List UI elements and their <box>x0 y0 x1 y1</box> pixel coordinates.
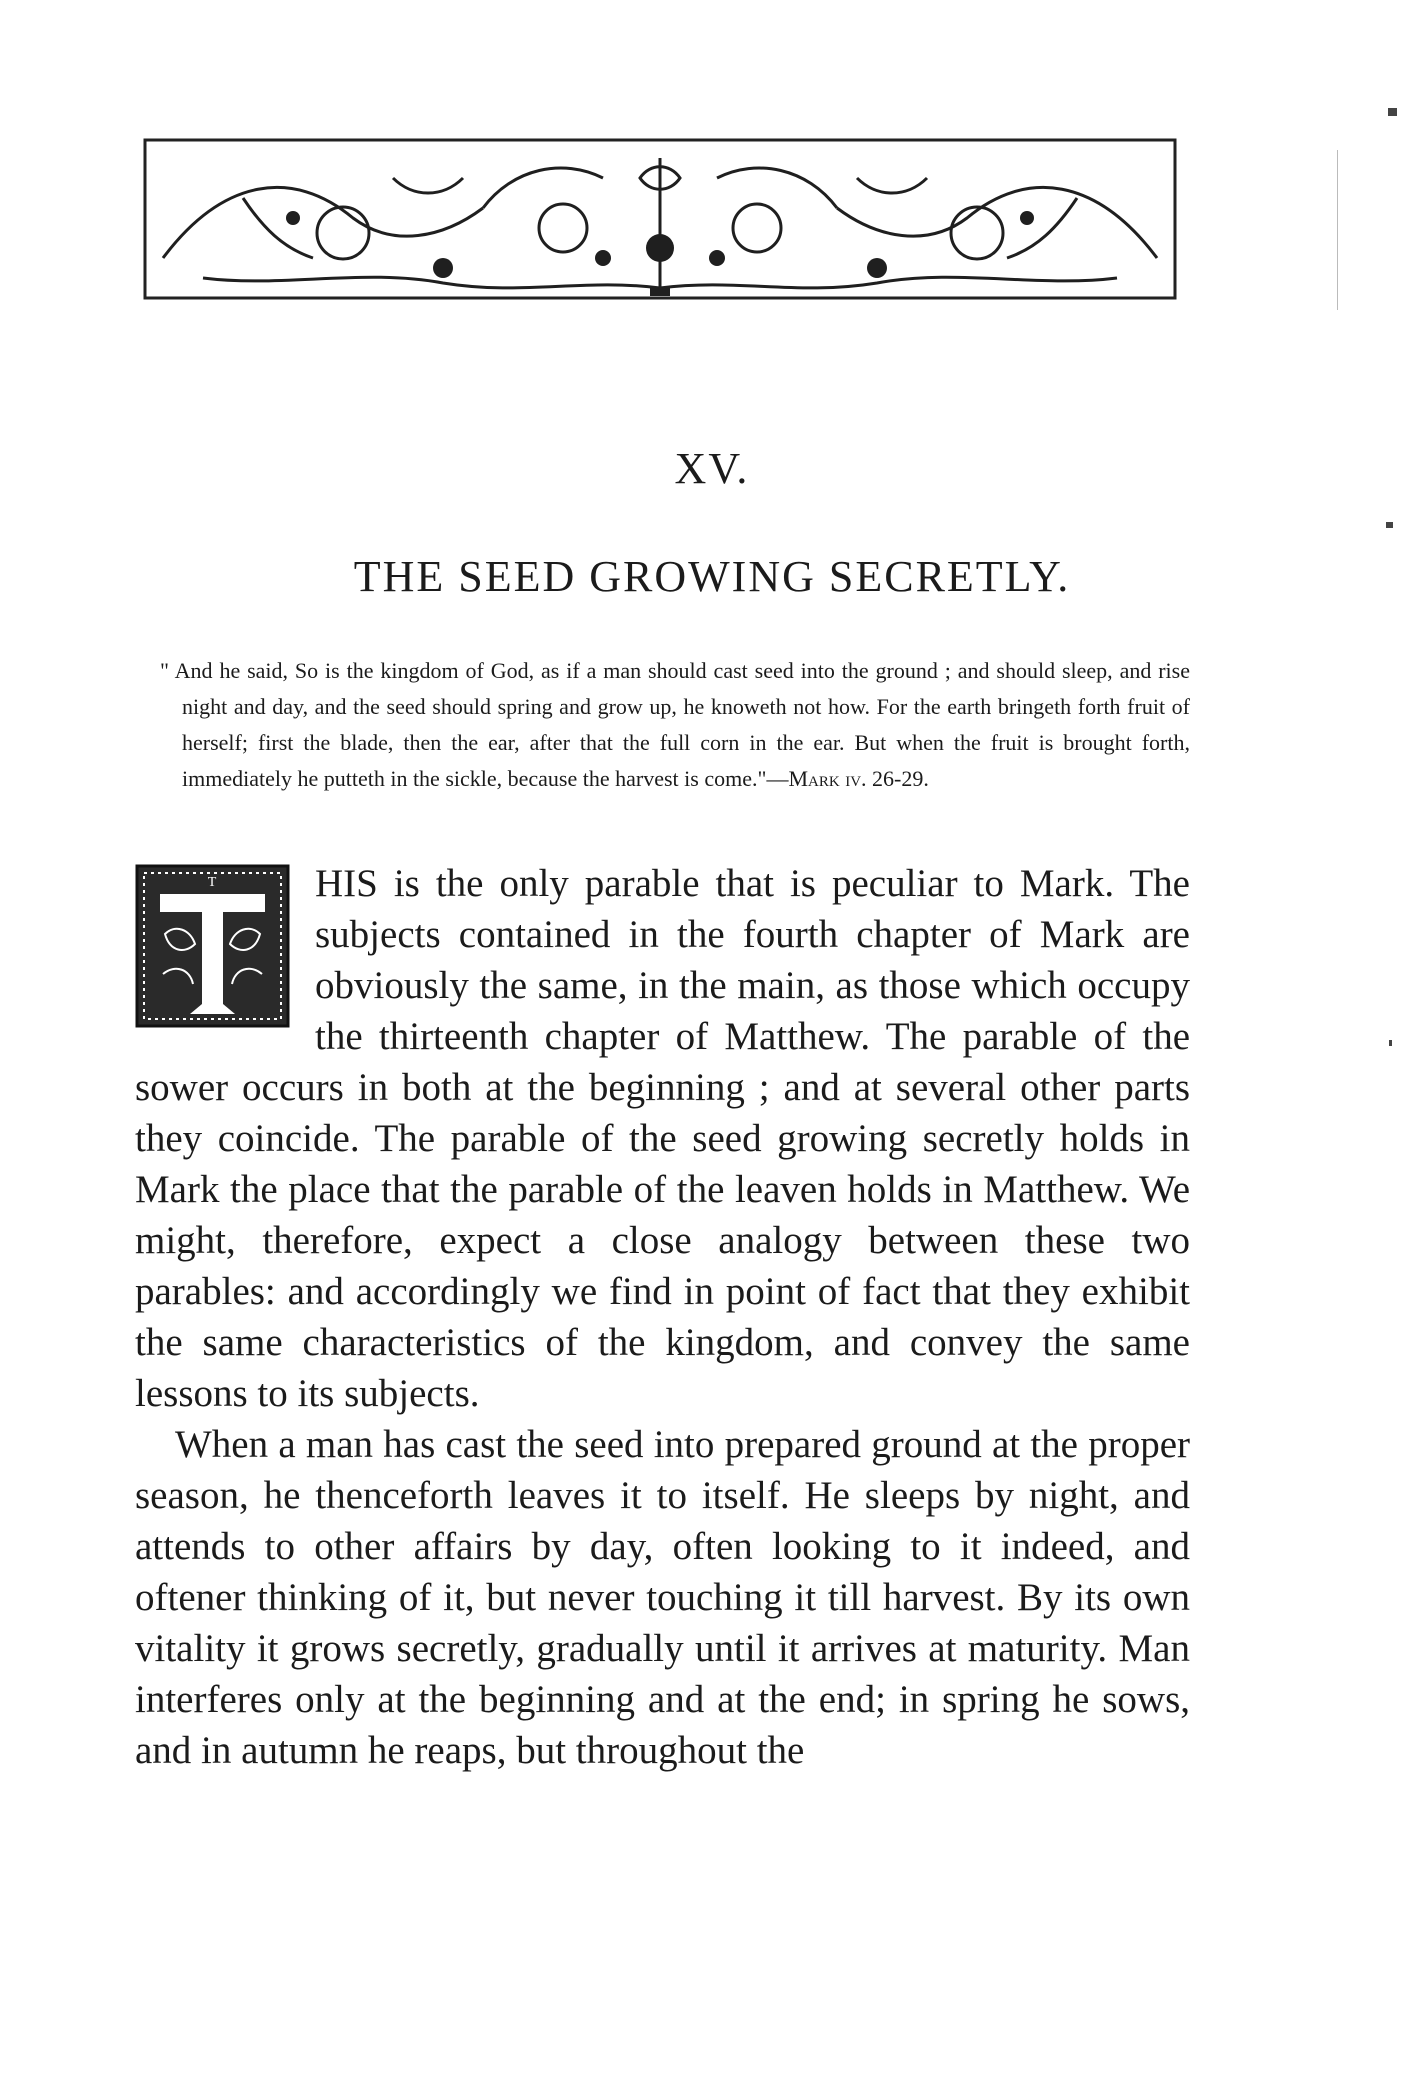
drop-cap-ornament <box>135 864 290 1028</box>
epigraph <box>160 653 1190 797</box>
paragraph-one <box>135 858 1190 1419</box>
drop-cap-letter: T <box>207 875 217 890</box>
epigraph-text: " And he said, So is the kingdom of God, as if a man should cast seed into the ground ; and should sleep, and rise night and day, and the seed should spring and grow up, he knoweth not how. For the earth bringeth forth fruit of herself; first the blade, then the ear, after that the full corn in the ear. But when the fruit is brought forth, immediately he putteth in the sickle, because the harvest is come."— <box>160 658 1190 791</box>
ornamental-headpiece <box>143 138 1177 306</box>
epigraph-citation: Mark iv. 26-29. <box>788 766 929 791</box>
chapter-body <box>135 858 1190 1776</box>
paragraph-two: When a man has cast the seed into prepared ground at the proper season, he thenceforth leaves it to itself. He sleeps by night, and attends to other affairs by day, often looking to it indeed, and oftener thinking of it, but never touching it till harvest. By its own vitality it grows secretly, gradually until it arrives at maturity. Man interferes only at the beginning and at the end; in spring he sows, and in autumn he reaps, but throughout the <box>135 1423 1190 1772</box>
edge-speck <box>1388 108 1397 116</box>
drop-cap <box>135 864 290 1028</box>
edge-speck <box>1389 1040 1392 1046</box>
edge-speck <box>1386 522 1393 528</box>
epigraph-quote <box>160 653 1190 797</box>
paragraph-one-text: HIS is the only parable that is peculiar to Mark. The subjects contained in the fourth chapter of Mark are obviously the same, in the main, as those which occupy the thirteenth chapter of Matthew. The parable of the sower occurs in both at the beginning ; and at several other parts they coincide. The parable of the seed growing secretly holds in Mark the place that the parable of the leaven holds in Matthew. We might, therefore, expect a close analogy between these two parables: and accordingly we find in point of fact that they exhibit the same characteristics of the kingdom, and convey the same lessons to its subjects. <box>135 862 1190 1415</box>
chapter-title: THE SEED GROWING SECRETLY. <box>353 552 1071 601</box>
edge-line <box>1337 150 1338 310</box>
chapter-number: XV. <box>674 444 750 493</box>
